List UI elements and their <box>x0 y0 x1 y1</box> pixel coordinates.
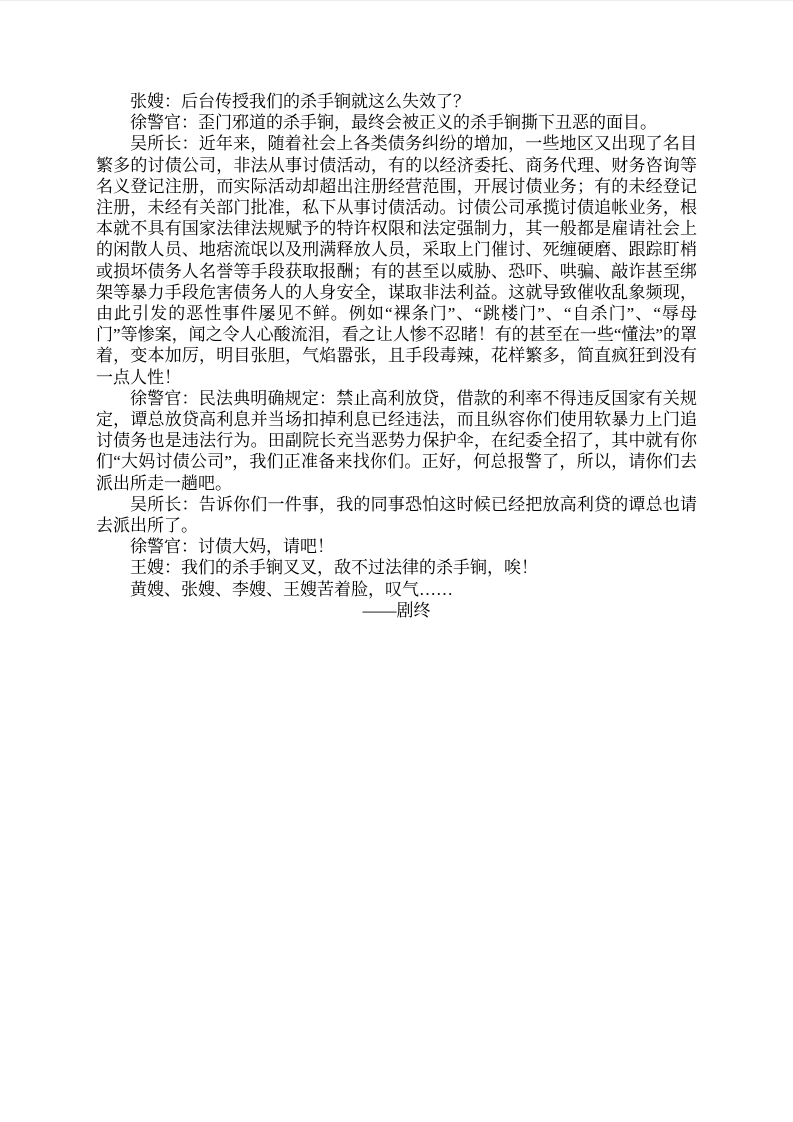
dialogue-wang-sao: 王嫂：我们的杀手锏叉叉，敌不过法律的杀手锏，唉！ <box>130 558 538 578</box>
ending-mark: ——剧终 <box>362 600 431 620</box>
dialogue-officer-xu-1: 徐警官：歪门邪道的杀手锏，最终会被正义的杀手锏撕下丑恶的面目。 <box>130 113 657 133</box>
dialogue-zhang-sao: 张嫂：后台传授我们的杀手锏就这么失效了？ <box>130 92 470 111</box>
dialogue-officer-xu-3: 徐警官：讨债大妈，请吧！ <box>130 537 334 557</box>
dialogue-director-wu-2: 吴所长：告诉你们一件事，我的同事恐怕这时候已经把放高利贷的谭总也请去派出所了。 <box>96 494 697 536</box>
dialogue-director-wu-1: 吴所长：近年来，随着社会上各类债务纠纷的增加，一些地区又出现了名目繁多的讨债公司，非法从事讨债活动，有的以经济委托、商务代理、财务咨询等名义登记注册，而实际活动却超出注册经营范围，开展讨债业务；有的未经登记注册，未经有关部门批准，私下从事讨债活动。讨债公司承揽讨债追帐业务，根本就不具有国家法律法规赋予的特许权限和法定强制力，其一般都是雇请社会上的闲散人员、地痞流氓以及刑满释放人员，采取上门催讨、死缠硬磨、跟踪盯梢或损坏债务人名誉等手段获取报酬；有的甚至以威胁、恐吓、哄骗、敲诈甚至绑架等暴力手段危害债务人的人身安全，谋取非法利益。这就导致催收乱象频现，由此引发的恶性事件屡见不鲜。例如“裸条门”、“跳楼门”、“自杀门”、“辱母门”等惨案，闻之令人心酸流泪，看之让人惨不忍睹！有的甚至在一些“懂法”的罩着，变本加厉，明目张胆，气焰嚣张，且手段毒辣，花样繁多，简直疯狂到没有一点人性！ <box>96 134 697 387</box>
stage-direction-line: 黄嫂、张嫂、李嫂、王嫂苦着脸，叹气…… <box>130 579 453 599</box>
dialogue-officer-xu-2: 徐警官：民法典明确规定：禁止高利放贷，借款的利率不得违反国家有关规定，谭总放贷高利息并当场扣掉利息已经违法，而且纵容你们使用软暴力上门追讨债务也是违法行为。田副院长充当恶势力保护伞，在纪委全招了，其中就有你们“大妈讨债公司”，我们正准备来找你们。正好，何总报警了，所以，请你们去派出所走一趟吧。 <box>96 388 697 493</box>
script-text-block <box>96 91 697 621</box>
